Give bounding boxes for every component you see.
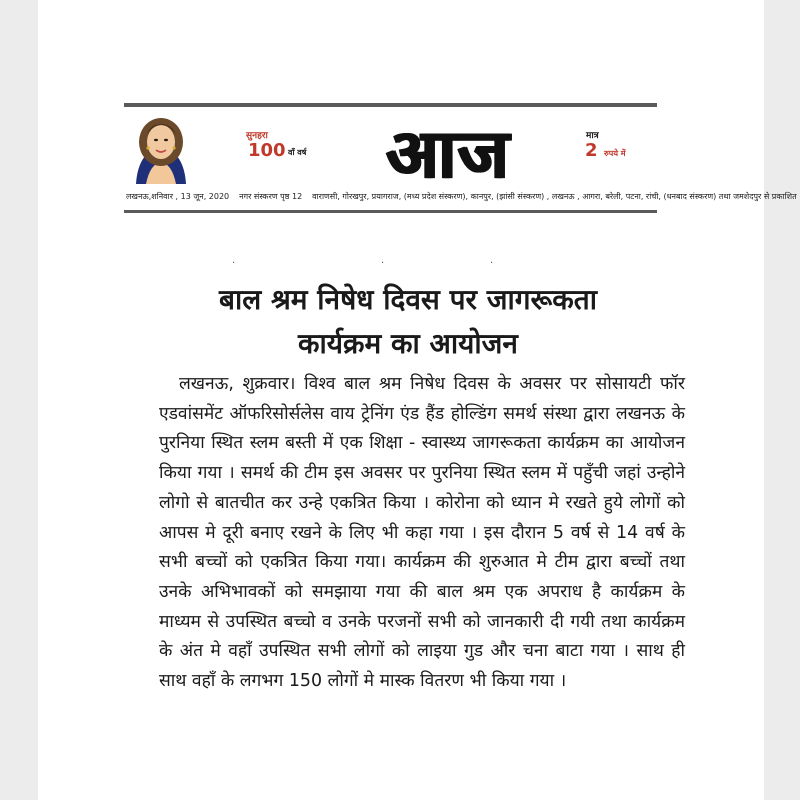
page-mark: · <box>381 258 385 269</box>
headline-line-2: कार्यक्रम का आयोजन <box>298 327 518 360</box>
issue-date: लखनऊ,शनिवार , 13 जून, 2020 <box>126 192 230 201</box>
newspaper-masthead-title: आज <box>386 114 510 194</box>
price-suffix: रुपये में <box>604 149 626 158</box>
anniversary-suffix: वाँ वर्ष <box>288 148 307 157</box>
page-mark: · <box>490 258 494 269</box>
headline-line-1: बाल श्रम निषेध दिवस पर जागरूकता <box>219 283 597 316</box>
dateline <box>126 191 797 202</box>
article-body <box>159 370 685 697</box>
anniversary-number: 100 <box>248 140 286 161</box>
edition-cities: वाराणसी, गोरखपुर, प्रयागराज, (मध्य प्रदेश संस्करण), कानपुर, (झांसी संस्करण) , लखनऊ , आगरा, बरेली, पटना, रांची, (धनबाद संस्करण) तथा जमशेदपुर से प्रकाशित <box>312 192 797 201</box>
article-paragraph: लखनऊ, शुक्रवार। विश्व बाल श्रम निषेध दिवस के अवसर पर सोसायटी फॉर एडवांसमेंट ऑफरिसोर्सलेस वाय ट्रेनिंग एंड हैंड होल्डिंग समर्थ संस्था द्वारा लखनऊ के पुरनिया स्थित स्लम बस्ती में एक शिक्षा - स्वास्थ्य जागरूकता कार्यक्रम का आयोजन किया गया । समर्थ की टीम इस अवसर पर पुरनिया स्थित स्लम में पहुँची जहां उन्होने लोगो से बातचीत कर उन्हे एकत्रित किया । कोरोना को ध्यान मे रखते हुये लोगों को आपस मे दूरी बनाए रखने के लिए भी कहा गया । इस दौरान 5 वर्ष से 14 वर्ष के सभी बच्चों को एकत्रित किया गया। कार्यक्रम की शुरुआत मे टीम द्वारा बच्चों तथा उनके अभिभावकों को समझाया गया की बाल श्रम एक अपराध है कार्यक्रम के माध्यम से उपस्थित बच्चो व उनके परजनों सभी को जानकारी दी गयी तथा कार्यक्रम के अंत मे वहाँ उपस्थित सभी लोगों को लाइया गुड और चना बाटा गया । साथ ही साथ वहाँ के लगभग 150 लोगों मे मास्क वितरण भी किया गया । <box>159 374 685 692</box>
portrait-photo <box>124 112 198 184</box>
price-label: मात्र <box>586 131 599 141</box>
article-headline <box>178 278 638 366</box>
page-mark: · <box>232 258 236 269</box>
edition-page: नगर संस्करण पृष्ठ 12 <box>239 192 303 201</box>
price-number: 2 <box>585 140 598 161</box>
masthead-bottom-rule <box>124 210 657 213</box>
newspaper-clipping <box>38 0 797 800</box>
anniversary-tagline: सुनहरा <box>246 131 268 141</box>
